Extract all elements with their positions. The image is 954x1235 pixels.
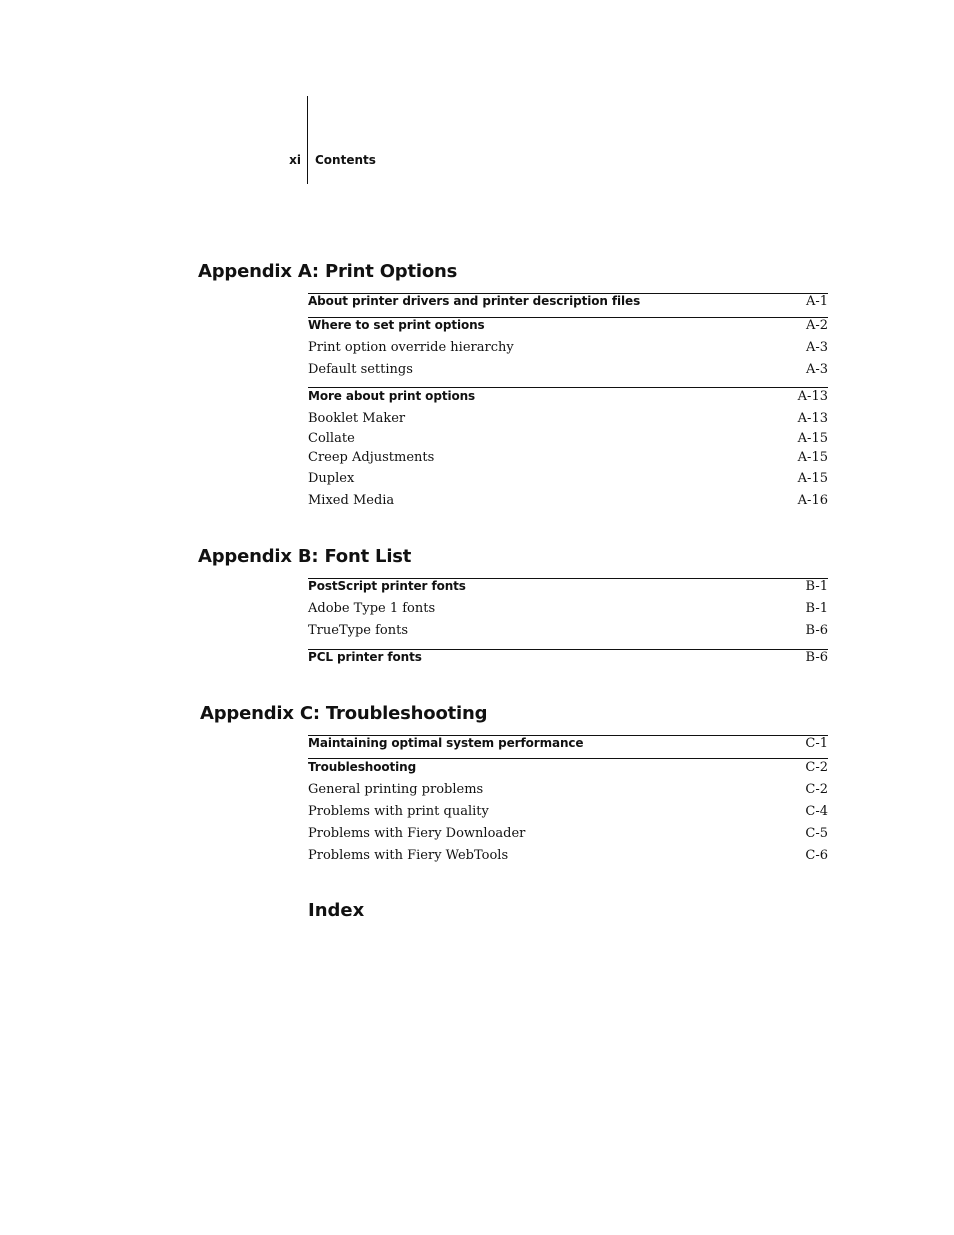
running-head xyxy=(0,96,954,184)
toc-entry-default-settings[interactable] xyxy=(308,362,828,380)
toc-entry-booklet-maker[interactable] xyxy=(308,411,828,429)
toc-entry-page: A-16 xyxy=(797,493,828,508)
toc-entry-label: TrueType fonts xyxy=(308,623,409,638)
toc-entry-more-about-print-options[interactable] xyxy=(308,389,828,407)
section-rule xyxy=(308,758,828,759)
toc-entry-adobe-type1-fonts[interactable] xyxy=(308,601,828,619)
toc-entry-general-printing-problems[interactable] xyxy=(308,782,828,800)
toc-entry-label: More about print options xyxy=(308,389,476,403)
toc-entry-fiery-downloader-problems[interactable] xyxy=(308,826,828,844)
toc-entry-label: PCL printer fonts xyxy=(308,650,422,664)
toc-entry-label: Booklet Maker xyxy=(308,411,406,426)
running-head-rule xyxy=(307,96,308,184)
toc-entry-label: Problems with Fiery WebTools xyxy=(308,848,509,863)
toc-entry-page: A-1 xyxy=(805,294,828,309)
toc-entry-page: C-5 xyxy=(805,826,828,841)
index-title[interactable]: Index xyxy=(308,900,365,921)
toc-entry-page: B-1 xyxy=(805,601,828,616)
toc-entry-truetype-fonts[interactable] xyxy=(308,623,828,641)
toc-entry-label: Maintaining optimal system performance xyxy=(308,736,584,750)
toc-entry-page: C-2 xyxy=(805,760,828,775)
toc-entry-page: A-3 xyxy=(805,340,828,355)
toc-entry-label: Adobe Type 1 fonts xyxy=(308,601,436,616)
toc-entry-label: Collate xyxy=(308,431,355,446)
toc-entry-label: Problems with print quality xyxy=(308,804,489,819)
running-head-title: Contents xyxy=(315,153,376,167)
toc-entry-label: Creep Adjustments xyxy=(308,450,435,465)
section-rule xyxy=(308,387,828,388)
toc-entry-collate[interactable] xyxy=(308,431,828,449)
toc-entry-page: A-15 xyxy=(797,450,828,465)
toc-entry-label: About printer drivers and printer description files xyxy=(308,294,641,308)
toc-entry-fiery-webtools-problems[interactable] xyxy=(308,848,828,866)
toc-entry-label: Print option override hierarchy xyxy=(308,340,514,355)
toc-entry-print-quality-problems[interactable] xyxy=(308,804,828,822)
toc-entry-label: Duplex xyxy=(308,471,355,486)
toc-entry-page: A-13 xyxy=(797,411,828,426)
toc-entry-duplex[interactable] xyxy=(308,471,828,489)
toc-entry-postscript-fonts[interactable] xyxy=(308,579,828,597)
appendix-b-title: Appendix B: Font List xyxy=(198,546,412,567)
toc-entry-troubleshooting[interactable] xyxy=(308,760,828,778)
toc-entry-label: Default settings xyxy=(308,362,413,377)
toc-entry-mixed-media[interactable] xyxy=(308,493,828,511)
toc-entry-label: Mixed Media xyxy=(308,493,395,508)
toc-entry-page: C-1 xyxy=(805,736,828,751)
toc-entry-override-hierarchy[interactable] xyxy=(308,340,828,358)
toc-entry-page: C-4 xyxy=(805,804,828,819)
toc-entry-optimal-performance[interactable] xyxy=(308,736,828,754)
toc-entry-page: A-3 xyxy=(805,362,828,377)
toc-entry-page: A-13 xyxy=(797,389,828,404)
toc-entry-label: PostScript printer fonts xyxy=(308,579,466,593)
toc-entry-page: A-15 xyxy=(797,471,828,486)
toc-entry-page: B-1 xyxy=(805,579,828,594)
toc-entry-page: B-6 xyxy=(805,650,828,665)
toc-entry-about-printer-drivers[interactable] xyxy=(308,294,828,312)
toc-entry-label: Troubleshooting xyxy=(308,760,417,774)
toc-entry-page: B-6 xyxy=(805,623,828,638)
toc-entry-label: General printing problems xyxy=(308,782,484,797)
appendix-a-title: Appendix A: Print Options xyxy=(198,261,458,282)
toc-entry-label: Problems with Fiery Downloader xyxy=(308,826,526,841)
toc-entry-creep-adjustments[interactable] xyxy=(308,450,828,468)
toc-entry-page: C-2 xyxy=(805,782,828,797)
toc-entry-page: A-2 xyxy=(805,318,828,333)
toc-entry-label: Where to set print options xyxy=(308,318,485,332)
toc-entry-page: C-6 xyxy=(805,848,828,863)
page-number: xi xyxy=(289,153,301,167)
toc-entry-pcl-fonts[interactable] xyxy=(308,650,828,668)
appendix-c-title: Appendix C: Troubleshooting xyxy=(200,703,488,724)
toc-entry-where-to-set[interactable] xyxy=(308,318,828,336)
toc-entry-page: A-15 xyxy=(797,431,828,446)
